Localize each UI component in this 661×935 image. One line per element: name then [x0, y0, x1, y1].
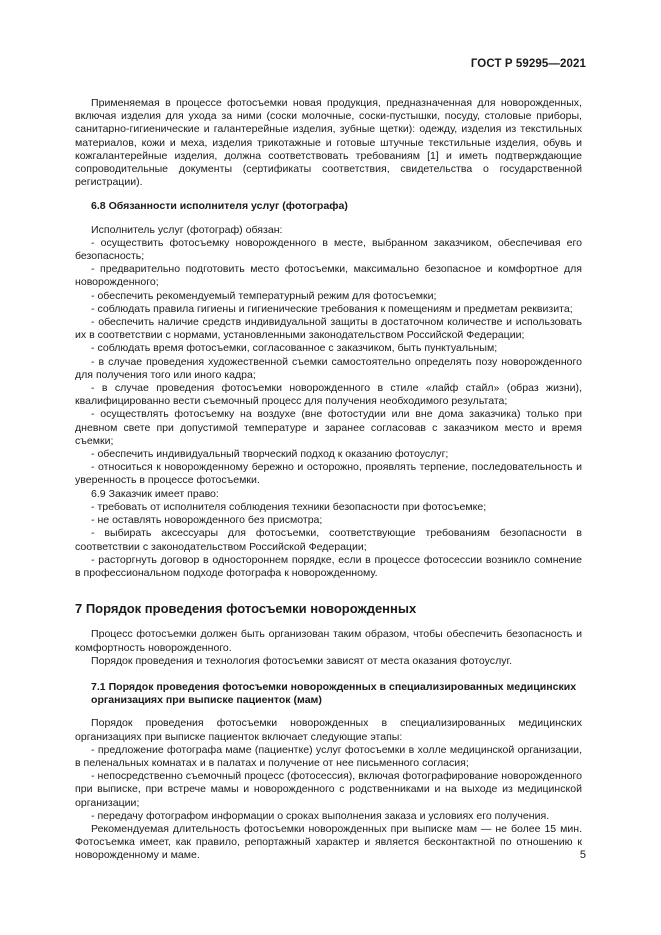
list-item: - осуществить фотосъемку новорожденного в месте, выбранном заказчиком, обеспечивая его безопасность;: [75, 236, 582, 263]
list-item: - обеспечить наличие средств индивидуальной защиты в достаточном количестве и использовать их в соответствии с нормами, установленными законодательством Российской Федерации;: [75, 316, 582, 342]
list-item: - предварительно подготовить место фотосъемки, максимально безопасное и комфортное для новорожденного;: [75, 263, 582, 289]
list-item: - выбирать аксессуары для фотосъемки, соответствующие требованиям безопасности в соответствии с законодательством Российской Федерации;: [75, 527, 582, 553]
list-item: - в случае проведения фотосъемки новорожденного в стиле «лайф стайл» (образ жизни), квалифицированно вести съемочный процесс для получения необходимого результата;: [75, 382, 582, 408]
section-7-paragraph: Порядок проведения и технология фотосъемки зависят от места оказания фотоуслуг.: [91, 654, 512, 667]
intro-paragraph: Применяемая в процессе фотосъемки новая продукция, предназначенная для новорожденных, включая изделия для ухода за ними (соски молочные, соски-пустышки, посуду, столовые приборы, санитарно-гигиенические и галантерейные изделия, зубные щетки): одежду, изделия из текстильных материалов, кожи и меха, изделия трикотажные и готовые штучные текстильные изделия, обувь и кожгалантерейные изделия, должна соответствовать требованиям [1] и иметь подтверждающие сопроводительные документы (сертификаты соответствия, свидетельства о государственной регистрации).: [75, 97, 582, 189]
list-item: - расторгнуть договор в одностороннем порядке, если в процессе фотосессии возникло сомнение в профессиональном подходе фотографа к новорожденному.: [75, 553, 582, 579]
list-item: - обеспечить рекомендуемый температурный режим для фотосъемки;: [91, 289, 437, 302]
list-item: - соблюдать правила гигиены и гигиенические требования к помещениям и предметам реквизита;: [91, 302, 573, 315]
list-item: - предложение фотографа маме (пациентке) услуг фотосъемки в холле медицинской организации, в пеленальных комнатах и в палатах и получение от нее письменного согласия;: [75, 743, 582, 769]
section-7-paragraph: Процесс фотосъемки должен быть организован таким образом, чтобы обеспечить безопасность и комфортность новорожденного.: [75, 628, 582, 654]
list-item: - соблюдать время фотосъемки, согласованное с заказчиком, быть пунктуальным;: [91, 342, 498, 355]
section-6-8-heading: 6.8 Обязанности исполнителя услуг (фотографа): [91, 200, 348, 213]
section-7-heading: 7 Порядок проведения фотосъемки новорожденных: [75, 601, 417, 617]
section-6-8-lead: Исполнитель услуг (фотограф) обязан:: [91, 223, 283, 236]
list-item: - передачу фотографом информации о сроках выполнения заказа и условиях его получения.: [91, 809, 550, 822]
page-number: 5: [579, 849, 586, 861]
list-item: - требовать от исполнителя соблюдения техники безопасности при фотосъемке;: [91, 500, 487, 513]
list-item: - осуществлять фотосъемку на воздухе (вне фотостудии или вне дома заказчика) только при дневном свете при допустимой температуре и заранее согласовав с заказчиком место и время съемки;: [75, 408, 582, 447]
section-6-9-lead: 6.9 Заказчик имеет право:: [91, 487, 219, 500]
list-item: - в случае проведения художественной съемки самостоятельно определять позу новорожденного для получения того или иного кадра;: [75, 355, 582, 381]
list-item: - обеспечить индивидуальный творческий подход к оказанию фотоуслуг;: [91, 448, 449, 461]
list-item: - не оставлять новорожденного без присмотра;: [91, 514, 323, 527]
section-7-1-lead: Порядок проведения фотосъемки новорожденных в специализированных медицинских организациях при выписке пациенток включает следующие этапы:: [75, 717, 582, 743]
list-item: - относиться к новорожденному бережно и осторожно, проявлять терпение, последовательность и уверенность в процессе фотосъемки.: [75, 461, 582, 487]
document-body: [75, 97, 582, 863]
section-7-1-heading: 7.1 Порядок проведения фотосъемки новорожденных в специализированных медицинских организациях при выписке пациенток (мам): [91, 680, 577, 707]
document-id-header: ГОСТ Р 59295—2021: [470, 58, 586, 70]
section-7-1-closing-paragraph: Рекомендуемая длительность фотосъемки новорожденных при выписке мам — не более 15 мин. Фотосъемка имеет, как правило, репортажный характер и является бесконтактной по отношению к новорожденному и маме.: [75, 822, 582, 862]
list-item: - непосредственно съемочный процесс (фотосессия), включая фотографирование новорожденного при выписке, при встрече мамы и новорожденного с родственниками и на выходе из медицинской организации;: [75, 770, 582, 809]
